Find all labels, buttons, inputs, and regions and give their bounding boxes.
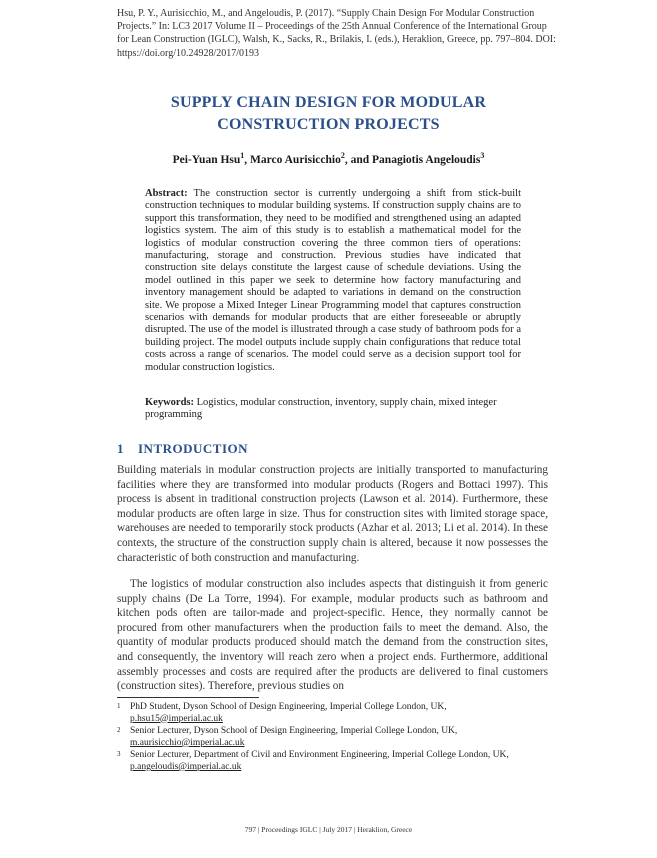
keywords-label: Keywords: xyxy=(145,397,194,408)
affiliation-mark: 3 xyxy=(480,151,485,160)
page-footer: 797 | Proceedings IGLC | July 2017 | Heraklion, Greece xyxy=(244,825,413,834)
footnote xyxy=(117,702,548,725)
section-number: 1 xyxy=(117,441,124,456)
abstract-block xyxy=(145,188,521,374)
paper-title: SUPPLY CHAIN DESIGN FOR MODULAR CONSTRUCTION PROJECTS xyxy=(170,94,487,133)
author-name: Pei-Yuan Hsu xyxy=(172,153,241,166)
footnote-text: PhD Student, Dyson School of Design Engineering, Imperial College London, UK, xyxy=(130,702,447,712)
email-link[interactable]: p.angeloudis@imperial.ac.uk xyxy=(130,761,242,772)
abstract-text: The construction sector is currently undergoing a shift from stick-built construction techniques to modular building systems. If construction supply chains are to support this transformation, they need to be modified and strengthened using an adapted logistics system. The aim of this study is to establish a mathematical model for the logistics of modular construction covering the three common tiers of operations: manufacturing, storage and construction. Previous studies have indicated that construction site delays constitute the largest cause of schedule deviations. Using the model outlined in this paper we seek to determine how factory manufacturing and inventory management should be adapted to variations in demand on the construction site. We propose a Mixed Integer Linear Programming model that captures construction scenarios with demands for modular products that are either foreseeable or abruptly disrupted. The use of the model is illustrated through a case study of bathroom pods for a building project. The model outputs include supply chain configurations that reduce total costs across a range of scenarios. The model could serve as a decision support tool for modular construction logistics. xyxy=(145,188,522,373)
section-heading xyxy=(117,441,248,457)
affiliation-mark: 1 xyxy=(240,151,245,160)
footnote-text: Senior Lecturer, Dyson School of Design Engineering, Imperial College London, UK, xyxy=(130,726,458,737)
footnotes xyxy=(117,702,548,775)
author-separator: , xyxy=(244,153,251,166)
email-link[interactable]: p.hsu15@imperial.ac.uk xyxy=(130,713,223,724)
body-paragraph: Building materials in modular construction projects are initially transported to manufacturing facilities where they are transformed into modular products (Rogers and Bottaci 1997). This process is absent in traditional construction projects (Lawson et al. 2014). Furthermore, these modular products are often large in size. Thus for construction sites with limited storage space, warehouses are needed to temporarily stock products (Azhar et al. 2013; Li et al. 2014). In these contexts, the structure of the construction supply chain is altered, because it now possesses the characteristic of both construction and manufacturing. xyxy=(117,464,548,564)
author-separator: , and xyxy=(344,153,373,166)
email-link[interactable]: m.aurisicchio@imperial.ac.uk xyxy=(130,737,245,748)
abstract-label: Abstract: xyxy=(145,188,188,199)
footnote-divider xyxy=(117,697,259,698)
citation-header: Hsu, P. Y., Aurisicchio, M., and Angeloudis, P. (2017). “Supply Chain Design For Modular Construction Projects.” In: LC3 2017 Volume II – Proceedings of the 25th Annual Conference of the International Group for Lean Construction (IGLC), Walsh, K., Sacks, R., Brilakis, I. (eds.), Heraklion, Greece, pp. 797–804. DOI: https://doi.org/10.24928/2017/0193 xyxy=(117,8,556,59)
affiliation-mark: 2 xyxy=(340,151,345,160)
footnote xyxy=(117,726,548,749)
footnote-number: 1 xyxy=(117,702,121,710)
footnote-text: Senior Lecturer, Department of Civil and Environment Engineering, Imperial College London, UK, xyxy=(130,750,509,761)
author-name: Marco Aurisicchio xyxy=(250,153,341,166)
keywords-text: Logistics, modular construction, inventory, supply chain, mixed integer programming xyxy=(145,397,497,421)
author-name: Panagiotis Angeloudis xyxy=(372,153,481,166)
footnote-number: 3 xyxy=(117,750,121,759)
author-list xyxy=(0,151,657,166)
keywords-block xyxy=(145,397,521,422)
footnote-number: 2 xyxy=(117,726,121,735)
footnote xyxy=(117,750,548,773)
section-title: INTRODUCTION xyxy=(138,441,249,456)
body-paragraph: The logistics of modular construction also includes aspects that distinguish it from generic supply chains (De La Torre, 1994). For example, modular products such as bathroom and kitchen pods often are tailor-made and project-specific. Hence, they normally cannot be procured from other manufacturers when the production fails to meet the demand. Also, the quantity of modular products produced should match the demand from the construction sites, and consequently, the inventory will reach zero when a project ends. Furthermore, additional assembly processes and costs are required after the products are delivered to final customers (construction sites). Therefore, previous studies on xyxy=(117,578,548,693)
